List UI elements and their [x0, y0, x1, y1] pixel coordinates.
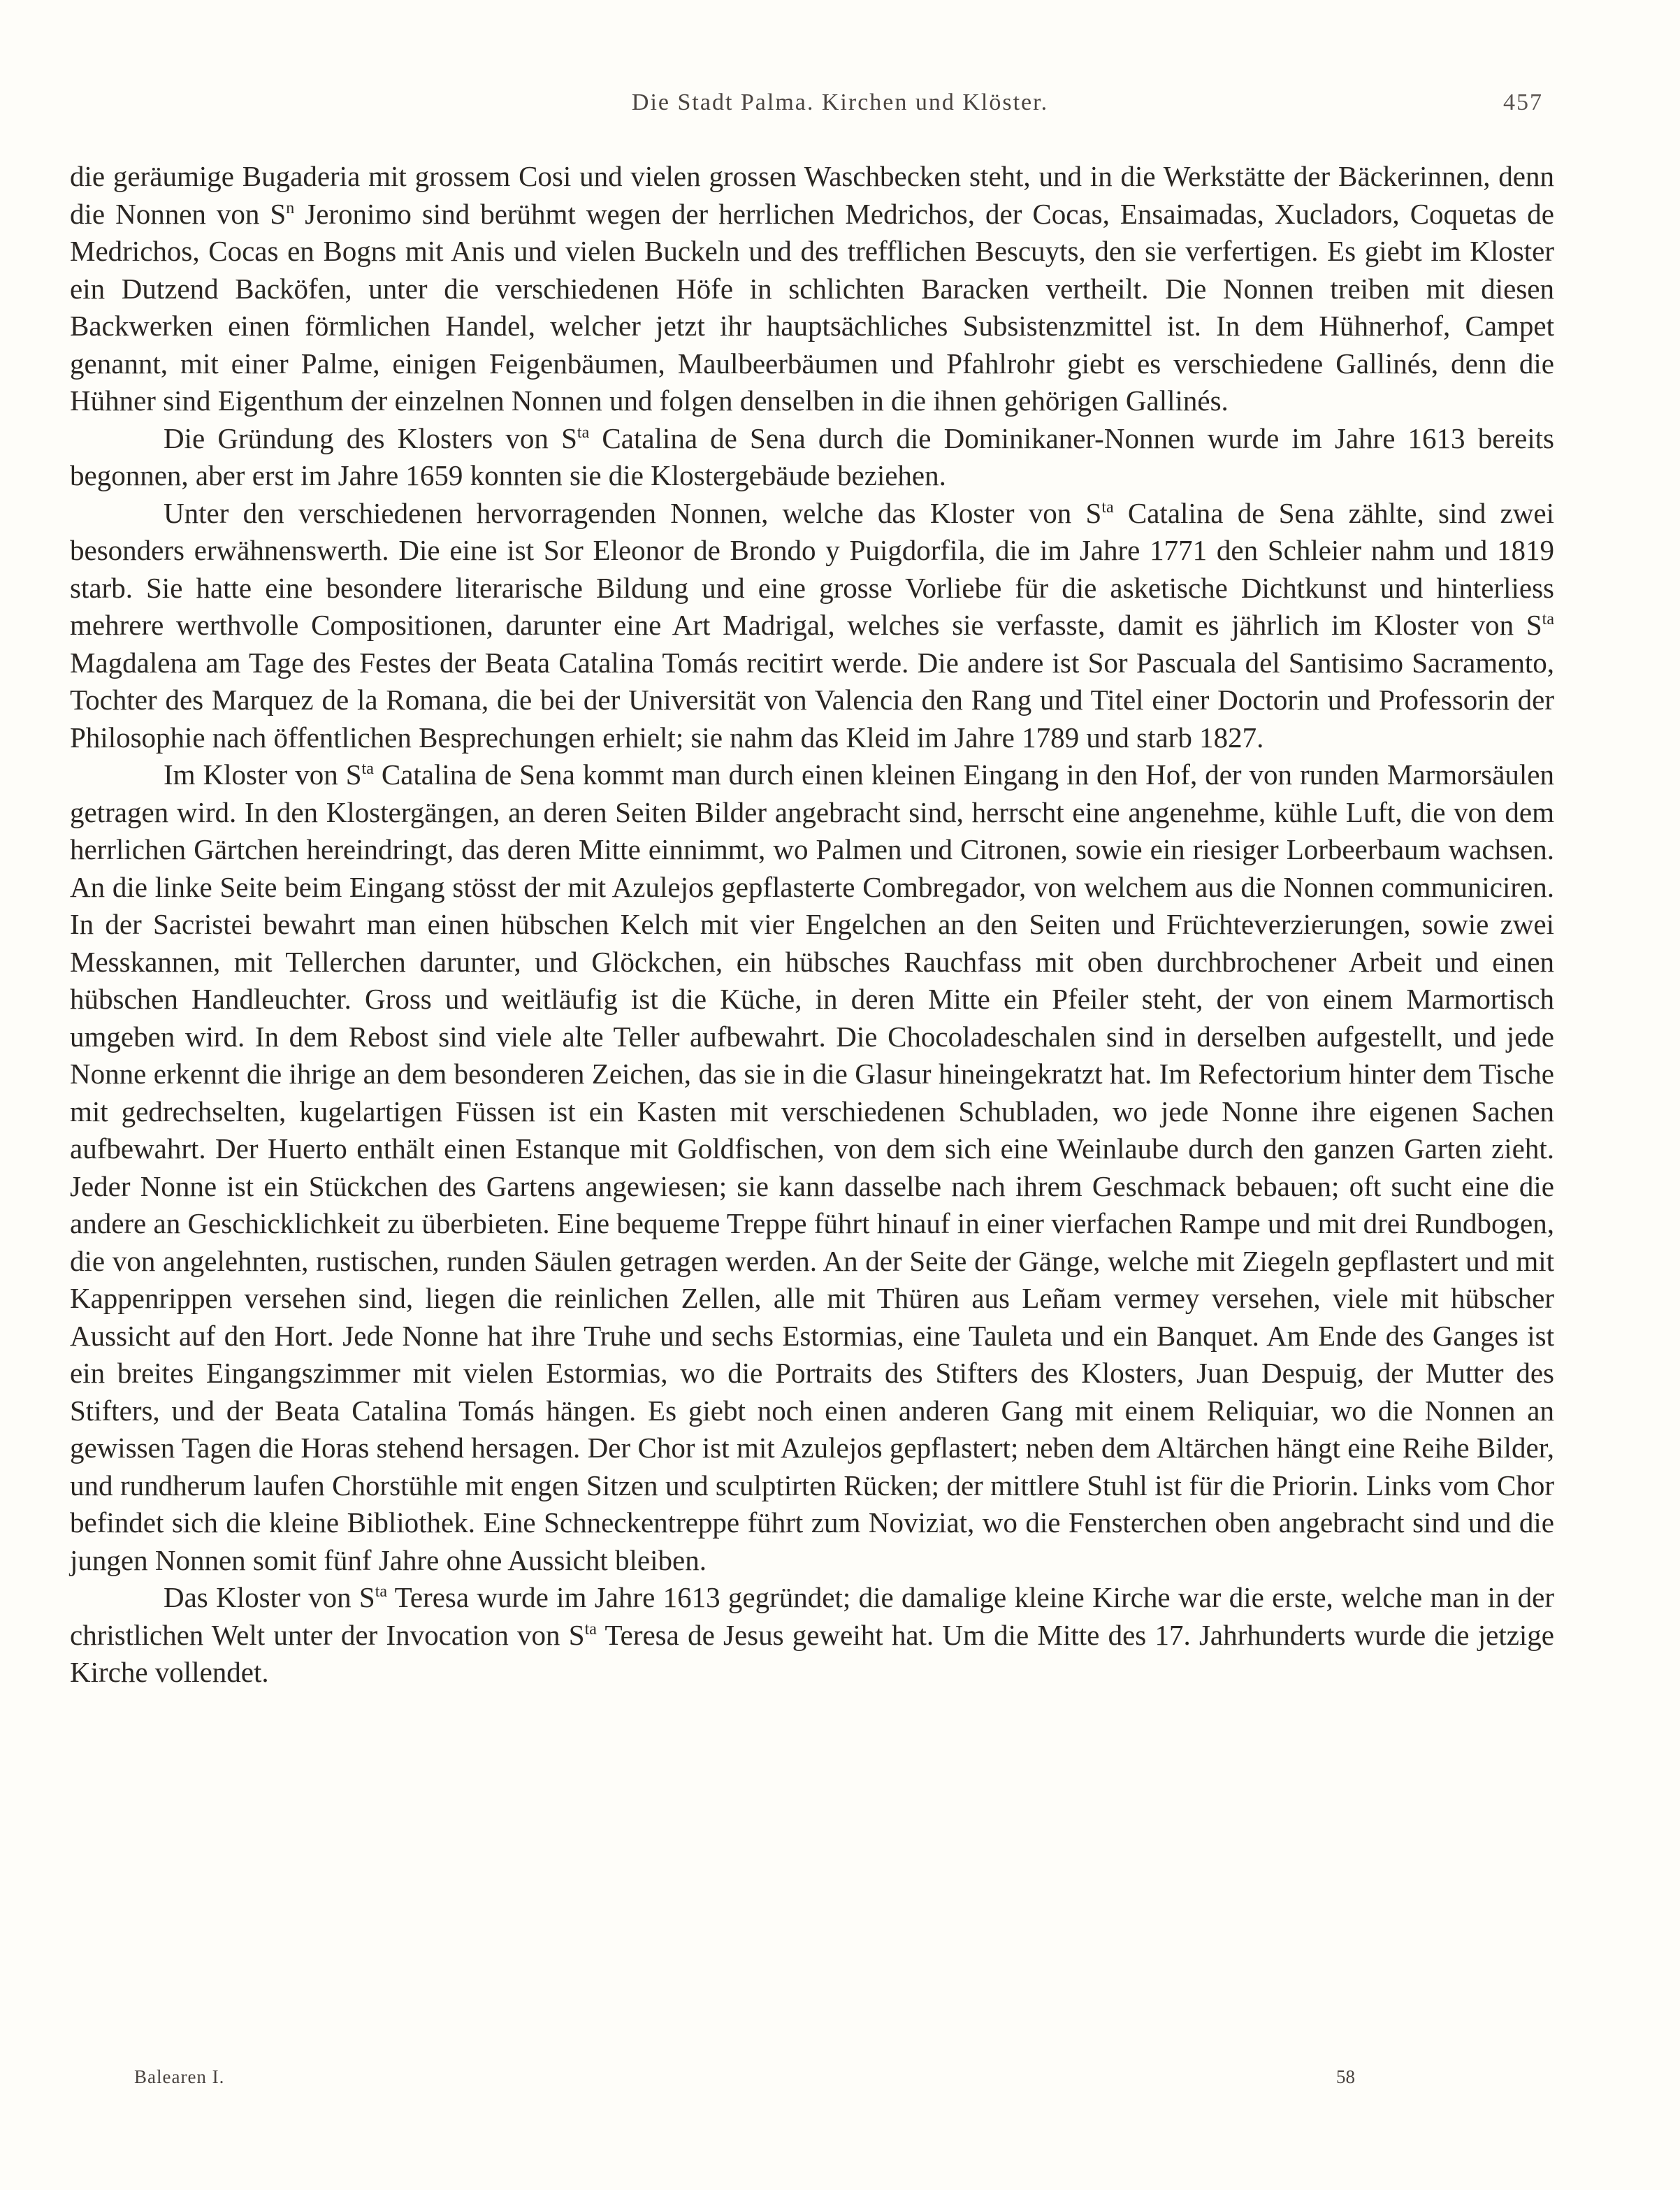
- signature-mark: Balearen I.: [134, 2066, 225, 2087]
- text-run: Jeronimo sind berühmt wegen der herrlichen Medrichos, der Cocas, Ensaimadas, Xucladors, Coquetas de Medrichos, Cocas en Bogns mit Anis und vielen Buckeln und des trefflichen Bescuyts, den sie verfertigen. Es giebt im Kloster ein Dutzend Backöfen, unter die verschiedenen Höfe in schlichten Baracken vertheilt. Die Nonnen treiben mit diesen Backwerken einen förmlichen Handel, welcher jetzt ihr hauptsächliches Subsistenzmittel ist. In dem Hühnerhof, Campet genannt, mit einer Palme, einigen Feigenbäumen, Maulbeerbäumen und Pfahlrohr giebt es verschiedene Gallinés, denn die Hühner sind Eigenthum der einzelnen Nonnen und folgen denselben in die ihnen gehörigen Gallinés.: [70, 197, 1554, 417]
- running-title: Die Stadt Palma. Kirchen und Klöster.: [631, 89, 1049, 115]
- text-run: Catalina de Sena kommt man durch einen kleinen Eingang in den Hof, der von runden Marmorsäulen getragen wird. In den Klostergängen, an deren Seiten Bilder angebracht sind, herrscht eine angenehme, kühle Luft, die von dem herrlichen Gärtchen hereindringt, das deren Mitte einnimmt, wo Palmen und Citronen, sowie ein riesiger Lorbeerbaum wachsen. An die linke Seite beim Eingang stösst der mit Azulejos gepflasterte Combregador, von welchem aus die Nonnen communiciren. In der Sacristei bewahrt man einen hübschen Kelch mit vier Engelchen an den Seiten und Früchteverzierungen, sowie zwei Messkannen, mit Tellerchen darunter, und Glöckchen, ein hübsches Rauchfass mit oben durchbrochener Arbeit und einen hübschen Handleuchter. Gross und weitläufig ist die Küche, in deren Mitte ein Pfeiler steht, der von einem Marmortisch umgeben wird. In dem Rebost sind viele alte Teller aufbewahrt. Die Chocoladeschalen sind in derselben aufgestellt, und jede Nonne erkennt die ihrige an dem besonderen Zeichen, das sie in die Glasur hineingekratzt hat. Im Refectorium hinter dem Tische mit gedrechselten, kugelartigen Füssen ist ein Kasten mit verschiedenen Schubladen, wo jede Nonne ihre eigenen Sachen aufbewahrt. Der Huerto enthält einen Estanque mit Goldfischen, von dem sich eine Weinlaube durch den ganzen Garten zieht. Jeder Nonne ist ein Stückchen des Gartens angewiesen; sie kann dasselbe nach ihrem Geschmack bebauen; oft sucht eine die andere an Geschicklichkeit zu überbieten. Eine bequeme Treppe führt hinauf in einer vierfachen Rampe und mit drei Rundbogen, die von angelehnten, rustischen, runden Säulen getragen werden. An der Seite der Gänge, welche mit Ziegeln gepflastert und mit Kappenrippen versehen sind, liegen die reinlichen Zellen, alle mit Thüren aus Leñam vermey versehen, viele mit hübscher Aussicht auf den Hort. Jede Nonne hat ihre Truhe und sechs Estormias, eine Tauleta und ein Banquet. Am Ende des Ganges ist ein breites Eingangszimmer mit vielen Estormias, wo die Portraits des Stifters des Klosters, Juan Despuig, der Mutter des Stifters, und der Beata Catalina Tomás hängen. Es giebt noch einen anderen Gang mit einem Reliquiar, wo die Nonnen an gewissen Tagen die Horas stehend hersagen. Der Chor ist mit Azulejos gepflastert; neben dem Altärchen hängt eine Reihe Bilder, und rundherum laufen Chorstühle mit engen Sitzen und sculptirten Rücken; der mittlere Stuhl ist für die Priorin. Links vom Chor befindet sich die kleine Bibliothek. Eine Schneckentreppe führt zum Noviziat, wo die Fensterchen oben angebracht sind und die jungen Nonnen somit fünf Jahre ohne Aussicht bleiben.: [70, 758, 1554, 1576]
- paragraph: [70, 420, 1554, 495]
- superscript-abbreviation: ta: [577, 423, 590, 442]
- superscript-abbreviation: ta: [375, 1583, 388, 1601]
- text-run: Catalina de Sena zählte, sind zwei besonders erwähnenswerth. Die eine ist Sor Eleonor de Brondo y Puigdorfila, die im Jahre 1771 den Schleier nahm und 1819 starb. Sie hatte eine besondere literarische Bildung und eine grosse Vorliebe für die asketische Dichtkunst und hinterliess mehrere werthvolle Compositionen, darunter eine Art Madrigal, welches sie verfasste, damit es jährlich im Kloster von S: [70, 496, 1554, 641]
- superscript-abbreviation: ta: [584, 1620, 597, 1638]
- page-number: 457: [1503, 89, 1543, 115]
- text-run: Teresa wurde im Jahre 1613 gegründet; die damalige kleine Kirche war die erste, welche man in der christlichen Welt unter der Invocation von S: [70, 1581, 1555, 1651]
- paragraph: [70, 158, 1554, 420]
- superscript-abbreviation: n: [286, 199, 295, 217]
- text-run: Die Gründung des Klosters von S: [164, 422, 577, 454]
- paragraph: [70, 1579, 1554, 1692]
- superscript-abbreviation: ta: [361, 760, 374, 778]
- sheet-number: 58: [1336, 2066, 1355, 2087]
- text-run: Unter den verschiedenen hervorragenden Nonnen, welche das Kloster von S: [164, 496, 1102, 529]
- text-run: Im Kloster von S: [164, 758, 362, 791]
- text-run: Teresa de Jesus geweiht hat. Um die Mitte des 17. Jahrhunderts wurde die jetzige Kirche vollendet.: [70, 1618, 1554, 1688]
- text-run: die geräumige Bugaderia mit grossem Cosi und vielen grossen Waschbecken steht, und in die Werkstätte der Bäckerinnen, denn die Nonnen von S: [70, 160, 1554, 230]
- page-header: [0, 89, 1680, 131]
- text-run: Magdalena am Tage des Festes der Beata Catalina Tomás recitirt werde. Die andere ist Sor Pascuala del Santisimo Sacramento, Tochter des Marquez de la Romana, die bei der Universität von Valencia den Rang und Titel einer Doctorin und Professorin der Philosophie nach öffentlichen Besprechungen erhielt; sie nahm das Kleid im Jahre 1789 und starb 1827.: [70, 646, 1554, 754]
- paragraph: [70, 495, 1554, 757]
- paragraph: [70, 756, 1554, 1579]
- superscript-abbreviation: ta: [1101, 498, 1114, 517]
- superscript-abbreviation: ta: [1542, 610, 1554, 628]
- body-text: [70, 158, 1554, 1692]
- page-footer: [0, 2066, 1680, 2101]
- text-run: Catalina de Sena durch die Dominikaner-Nonnen wurde im Jahre 1613 bereits begonnen, aber erst im Jahre 1659 konnten sie die Klostergebäude beziehen.: [70, 422, 1555, 491]
- text-run: Das Kloster von S: [164, 1581, 375, 1613]
